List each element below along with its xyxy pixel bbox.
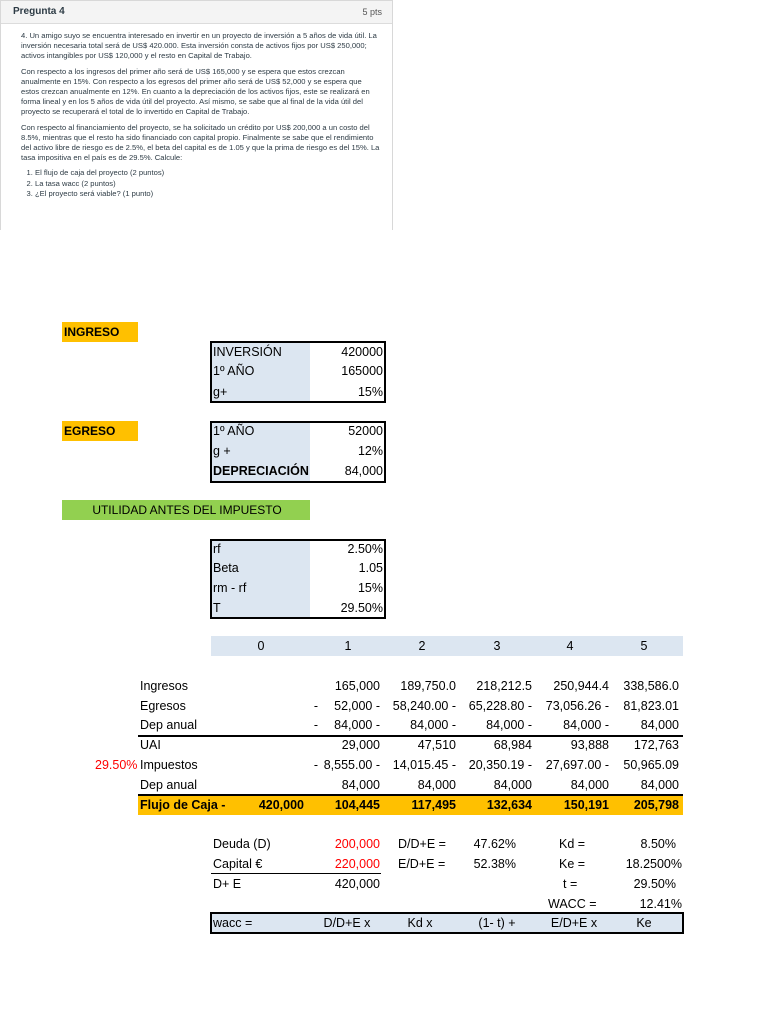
question-list <box>21 168 380 199</box>
deuda-label: Deuda (D) <box>213 837 271 851</box>
flow-cell: 47,510 <box>417 738 456 752</box>
flow-cell: 165,000 <box>334 679 380 693</box>
flow-row-y0: - <box>313 758 318 772</box>
ke-label: Ke = <box>559 857 586 871</box>
flow-cell: 93,888 <box>570 738 609 752</box>
egreso-row-value: 12% <box>357 444 383 458</box>
cash-flow-total-label: Flujo de Caja - <box>140 798 226 812</box>
question-header <box>1 1 392 24</box>
flow-cell: 218,212.5 <box>476 679 532 693</box>
capm-row-value: 2.50% <box>347 542 383 556</box>
egreso-row-value: 84,000 <box>344 464 383 478</box>
de-value: 420,000 <box>334 877 380 891</box>
de-label: D+ E <box>213 877 242 891</box>
year-header: 1 <box>344 639 352 653</box>
egreso-row-label: DEPRECIACIÓN <box>213 464 309 478</box>
flow-cell: 84,000 <box>341 778 380 792</box>
flow-row-label: Impuestos <box>140 758 198 772</box>
question-paragraph: Con respecto a los ingresos del primer año será de US$ 165,000 y se espera que estos crezcan anualmente en 15%. Con respecto a los egresos del primer año será de US$ 52,000 y se espera que estos crezcan anualmente en 12%. En cuanto a la depreciación de los activos fijos, este se realizará en forma lineal y en los 5 años de vida útil del proyecto. Así mismo, se sabe que al final de la vida útil del proyecto se recuperará el total de lo invertido en Capital de Trabajo. <box>21 66 370 117</box>
flow-cell: 189,750.0 <box>400 679 456 693</box>
egreso-row-value: 52000 <box>348 424 383 438</box>
egreso-row-label: 1º AÑO <box>213 424 255 438</box>
flow-cell: 8,555.00 - <box>323 758 380 772</box>
question-title: Pregunta 4 <box>13 6 65 17</box>
cash-flow-total-cell: 205,798 <box>633 798 679 812</box>
wacc-formula-term: Kd x <box>407 916 433 930</box>
question-body <box>1 24 392 199</box>
flow-cell: 338,586.0 <box>623 679 679 693</box>
ingreso-row-value: 165000 <box>341 364 383 378</box>
ede-value: 52.38% <box>473 857 516 871</box>
flow-cell: 84,000 - <box>410 718 456 732</box>
year-header: 5 <box>640 639 648 653</box>
capital-value: 220,000 <box>334 857 380 871</box>
tax-rate-cell: 29.50% <box>95 758 138 772</box>
dde-label: D/D+E = <box>398 837 446 851</box>
ingreso-label: INGRESO <box>62 322 138 342</box>
egreso-row-label: g + <box>213 444 231 458</box>
cash-flow-total-y0: 420,000 <box>258 798 304 812</box>
capm-row-value: 15% <box>357 581 383 595</box>
flow-row-label: Dep anual <box>140 718 197 732</box>
capital-label: Capital € <box>213 857 263 871</box>
flow-row-label: Dep anual <box>140 778 197 792</box>
flow-row-label: Ingresos <box>140 679 188 693</box>
flow-cell: 29,000 <box>341 738 380 752</box>
capm-row-value: 29.50% <box>340 601 383 615</box>
flow-cell: 52,000 - <box>334 699 380 713</box>
cash-flow-total-cell: 104,445 <box>334 798 380 812</box>
ingreso-row-value: 420000 <box>341 345 383 359</box>
ke-value: 18.2500% <box>625 857 682 871</box>
flow-row-label: UAI <box>140 738 161 752</box>
wacc-formula-term: Ke <box>636 916 652 930</box>
capm-row-label: rf <box>213 542 221 556</box>
egreso-label: EGRESO <box>62 421 138 441</box>
flow-cell: 84,000 - <box>486 718 532 732</box>
ingreso-row-label: g+ <box>213 385 228 399</box>
flow-cell: 84,000 <box>640 718 679 732</box>
flow-cell: 27,697.00 - <box>545 758 609 772</box>
flow-cell: 50,965.09 <box>623 758 679 772</box>
question-points: 5 pts <box>362 7 382 17</box>
flow-cell: 84,000 - <box>334 718 380 732</box>
kd-label: Kd = <box>559 837 586 851</box>
flow-cell: 84,000 <box>570 778 609 792</box>
flow-cell: 81,823.01 <box>623 699 679 713</box>
flow-row-y0: - <box>313 699 318 713</box>
year-header: 2 <box>418 639 426 653</box>
flow-cell: 73,056.26 - <box>545 699 609 713</box>
flow-cell: 84,000 - <box>563 718 609 732</box>
wacc-formula-term: wacc = <box>213 916 253 930</box>
cash-flow-total-cell: 150,191 <box>563 798 609 812</box>
wacc-formula-term: E/D+E x <box>550 916 598 930</box>
flow-cell: 84,000 <box>640 778 679 792</box>
capm-row-label: rm - rf <box>213 581 247 595</box>
flow-cell: 84,000 <box>417 778 456 792</box>
flow-cell: 20,350.19 - <box>468 758 532 772</box>
divider-line <box>138 735 683 737</box>
wacc-formula-term: D/D+E x <box>323 916 371 930</box>
flow-cell: 84,000 <box>493 778 532 792</box>
utilidad-label: UTILIDAD ANTES DEL IMPUESTO <box>62 500 310 520</box>
wacc-formula-term: (1- t) + <box>478 916 516 930</box>
capm-row-label: T <box>213 601 221 615</box>
year-header: 4 <box>566 639 574 653</box>
question-paragraph: 4. Un amigo suyo se encuentra interesado en invertir en un proyecto de inversión a 5 años de vida útil. La inversión necesaria total será de US$ 420.000. Esta inversión consta de activos fijos por US$ 250,000; activos intangibles por US$ 120,000 y el resto en Capital de Trabajo. <box>21 31 377 61</box>
flow-cell: 58,240.00 - <box>392 699 456 713</box>
ede-label: E/D+E = <box>398 857 446 871</box>
question-paragraph: Con respecto al financiamiento del proyecto, se ha solicitado un crédito por US$ 200,000 a un costo del 8.5%, mientras que el resto ha sido financiado con capital propio. Finalmente se sabe que el rendimiento del activo libre de riesgo es de 2.5%, el beta del capital es de 1.05 y que la prima de riesgo es del 15%. La tasa impositiva en el país es de 29.5%. Calcule: <box>21 122 380 163</box>
wacc-value: 12.41% <box>639 897 682 911</box>
ingreso-row-label: INVERSIÓN <box>213 345 282 359</box>
flow-row-y0: - <box>313 718 318 732</box>
sum-line <box>211 873 381 874</box>
wacc-label: WACC = <box>548 897 597 911</box>
flow-cell: 14,015.45 - <box>392 758 456 772</box>
flow-cell: 250,944.4 <box>553 679 609 693</box>
flow-cell: 65,228.80 - <box>468 699 532 713</box>
kd-value: 8.50% <box>640 837 676 851</box>
flow-row-label: Egresos <box>140 699 186 713</box>
t-label: t = <box>563 877 578 891</box>
flow-cell: 68,984 <box>493 738 532 752</box>
ingreso-row-label: 1º AÑO <box>213 364 255 378</box>
deuda-value: 200,000 <box>334 837 380 851</box>
flow-cell: 172,763 <box>633 738 679 752</box>
t-value: 29.50% <box>633 877 676 891</box>
question-card <box>0 0 393 230</box>
capm-row-value: 1.05 <box>358 561 383 575</box>
capm-row-label: Beta <box>213 561 239 575</box>
question-item: 3. ¿El proyecto será viable? (1 punto) <box>35 189 380 199</box>
year-header: 3 <box>493 639 501 653</box>
question-item: 2. La tasa wacc (2 puntos) <box>35 179 380 189</box>
question-item: 1. El flujo de caja del proyecto (2 puntos) <box>35 168 380 178</box>
ingreso-row-value: 15% <box>357 385 383 399</box>
cash-flow-total-cell: 132,634 <box>486 798 532 812</box>
cash-flow-total-cell: 117,495 <box>411 798 456 812</box>
year-header: 0 <box>257 639 265 653</box>
dde-value: 47.62% <box>473 837 516 851</box>
